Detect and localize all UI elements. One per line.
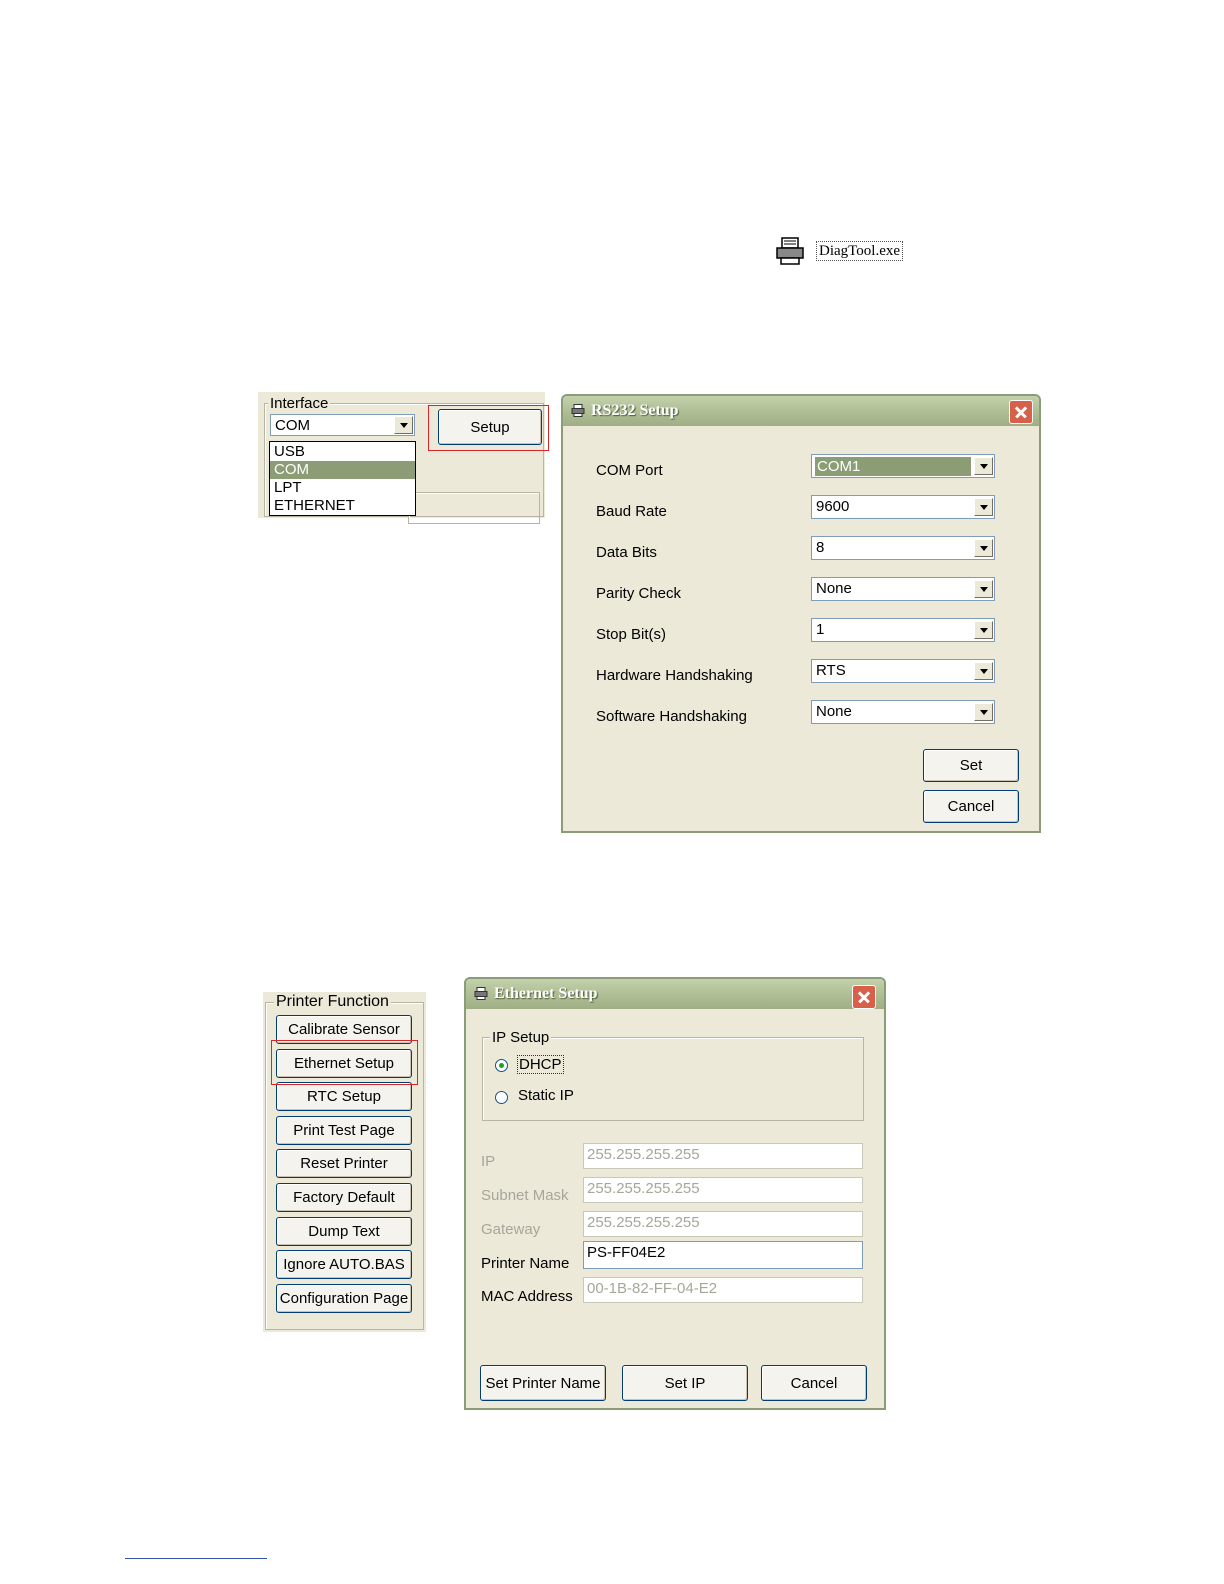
hardware-handshaking-select[interactable] bbox=[811, 659, 995, 683]
close-icon[interactable] bbox=[1009, 400, 1033, 424]
cancel-button[interactable]: Cancel bbox=[923, 790, 1019, 823]
lower-group bbox=[408, 492, 540, 524]
mac-address-label: MAC Address bbox=[481, 1288, 573, 1305]
mac-address-field bbox=[583, 1277, 863, 1303]
chevron-down-icon[interactable] bbox=[974, 539, 993, 557]
calibrate-sensor-button[interactable]: Calibrate Sensor bbox=[276, 1015, 412, 1044]
factory-default-button[interactable]: Factory Default bbox=[276, 1183, 412, 1212]
ethernet-titlebar bbox=[466, 979, 884, 1009]
ip-setup-label: IP Setup bbox=[492, 1029, 550, 1046]
interface-select[interactable] bbox=[270, 414, 415, 436]
gateway-field bbox=[583, 1211, 863, 1237]
ip-field bbox=[583, 1143, 863, 1169]
hardware-handshaking-label: Hardware Handshaking bbox=[596, 667, 753, 684]
set-button[interactable]: Set bbox=[923, 749, 1019, 782]
static-ip-label[interactable]: Static IP bbox=[518, 1087, 574, 1104]
chevron-down-icon[interactable] bbox=[974, 621, 993, 639]
printer-name-value: PS-FF04E2 bbox=[587, 1244, 666, 1261]
option-ethernet[interactable]: ETHERNET bbox=[274, 497, 355, 514]
stop-bits-value: 1 bbox=[816, 621, 825, 638]
chevron-down-icon[interactable] bbox=[394, 416, 413, 434]
diagtool-label[interactable]: DiagTool.exe bbox=[816, 241, 903, 261]
data-bits-value: 8 bbox=[816, 539, 825, 556]
chevron-down-icon[interactable] bbox=[974, 580, 993, 598]
software-handshaking-label: Software Handshaking bbox=[596, 708, 747, 725]
chevron-down-icon[interactable] bbox=[974, 703, 993, 721]
data-bits-select[interactable] bbox=[811, 536, 995, 560]
setup-highlight bbox=[428, 405, 549, 451]
option-com[interactable]: COM bbox=[270, 461, 415, 479]
interface-select-value: COM bbox=[275, 417, 310, 434]
gateway-label: Gateway bbox=[481, 1221, 541, 1238]
baud-rate-select[interactable] bbox=[811, 495, 995, 519]
stop-bits-select[interactable] bbox=[811, 618, 995, 642]
rs232-titlebar bbox=[563, 396, 1039, 426]
static-ip-radio[interactable] bbox=[495, 1091, 508, 1104]
data-bits-label: Data Bits bbox=[596, 544, 657, 561]
software-handshaking-select[interactable] bbox=[811, 700, 995, 724]
chevron-down-icon[interactable] bbox=[974, 498, 993, 516]
parity-check-label: Parity Check bbox=[596, 585, 682, 602]
cancel-button[interactable]: Cancel bbox=[761, 1365, 867, 1401]
parity-check-value: None bbox=[816, 580, 852, 597]
ethernet-setup-dialog bbox=[464, 977, 886, 1410]
reset-printer-button[interactable]: Reset Printer bbox=[276, 1149, 412, 1178]
interface-dropdown-list bbox=[269, 441, 416, 516]
baud-rate-value: 9600 bbox=[816, 498, 850, 515]
rtc-setup-button[interactable]: RTC Setup bbox=[276, 1082, 412, 1111]
set-printer-name-button[interactable]: Set Printer Name bbox=[480, 1365, 606, 1401]
ethernet-setup-highlight bbox=[271, 1040, 418, 1085]
footnote-rule bbox=[125, 1558, 267, 1559]
subnet-mask-field bbox=[583, 1177, 863, 1203]
gateway-value: 255.255.255.255 bbox=[587, 1214, 700, 1231]
printer-name-label: Printer Name bbox=[481, 1255, 570, 1272]
stop-bits-label: Stop Bit(s) bbox=[596, 626, 667, 643]
printer-icon bbox=[571, 404, 585, 417]
ip-label: IP bbox=[481, 1153, 496, 1170]
printer-function-label: Printer Function bbox=[276, 993, 389, 1010]
ignore-auto-bas-button[interactable]: Ignore AUTO.BAS bbox=[276, 1250, 412, 1279]
com-port-value: COM1 bbox=[815, 457, 971, 476]
subnet-mask-value: 255.255.255.255 bbox=[587, 1180, 700, 1197]
chevron-down-icon[interactable] bbox=[974, 662, 993, 680]
print-test-page-button[interactable]: Print Test Page bbox=[276, 1116, 412, 1145]
option-lpt[interactable]: LPT bbox=[274, 479, 302, 496]
rs232-setup-dialog bbox=[561, 394, 1041, 833]
printer-name-field[interactable] bbox=[583, 1241, 863, 1269]
ethernet-setup-button[interactable]: Ethernet Setup bbox=[276, 1049, 412, 1078]
chevron-down-icon[interactable] bbox=[974, 457, 993, 475]
com-port-select[interactable] bbox=[811, 454, 995, 478]
configuration-page-button[interactable]: Configuration Page bbox=[276, 1284, 412, 1313]
mac-address-value: 00-1B-82-FF-04-E2 bbox=[587, 1280, 718, 1297]
hardware-handshaking-value: RTS bbox=[816, 662, 846, 679]
close-icon[interactable] bbox=[852, 985, 876, 1009]
setup-button[interactable]: Setup bbox=[438, 409, 542, 445]
baud-rate-label: Baud Rate bbox=[596, 503, 667, 520]
ip-value: 255.255.255.255 bbox=[587, 1146, 700, 1163]
interface-group-label: Interface bbox=[270, 395, 329, 412]
ethernet-title: Ethernet Setup bbox=[494, 985, 598, 1002]
option-usb[interactable]: USB bbox=[274, 443, 305, 460]
software-handshaking-value: None bbox=[816, 703, 852, 720]
ip-setup-group bbox=[482, 1037, 864, 1121]
subnet-mask-label: Subnet Mask bbox=[481, 1187, 569, 1204]
set-ip-button[interactable]: Set IP bbox=[622, 1365, 748, 1401]
rs232-title: RS232 Setup bbox=[591, 402, 679, 419]
dhcp-label[interactable]: DHCP bbox=[519, 1056, 562, 1073]
com-port-label: COM Port bbox=[596, 462, 663, 479]
dump-text-button[interactable]: Dump Text bbox=[276, 1217, 412, 1246]
parity-check-select[interactable] bbox=[811, 577, 995, 601]
printer-icon[interactable] bbox=[774, 236, 808, 266]
dhcp-radio[interactable] bbox=[495, 1059, 508, 1072]
printer-icon bbox=[474, 987, 488, 1000]
